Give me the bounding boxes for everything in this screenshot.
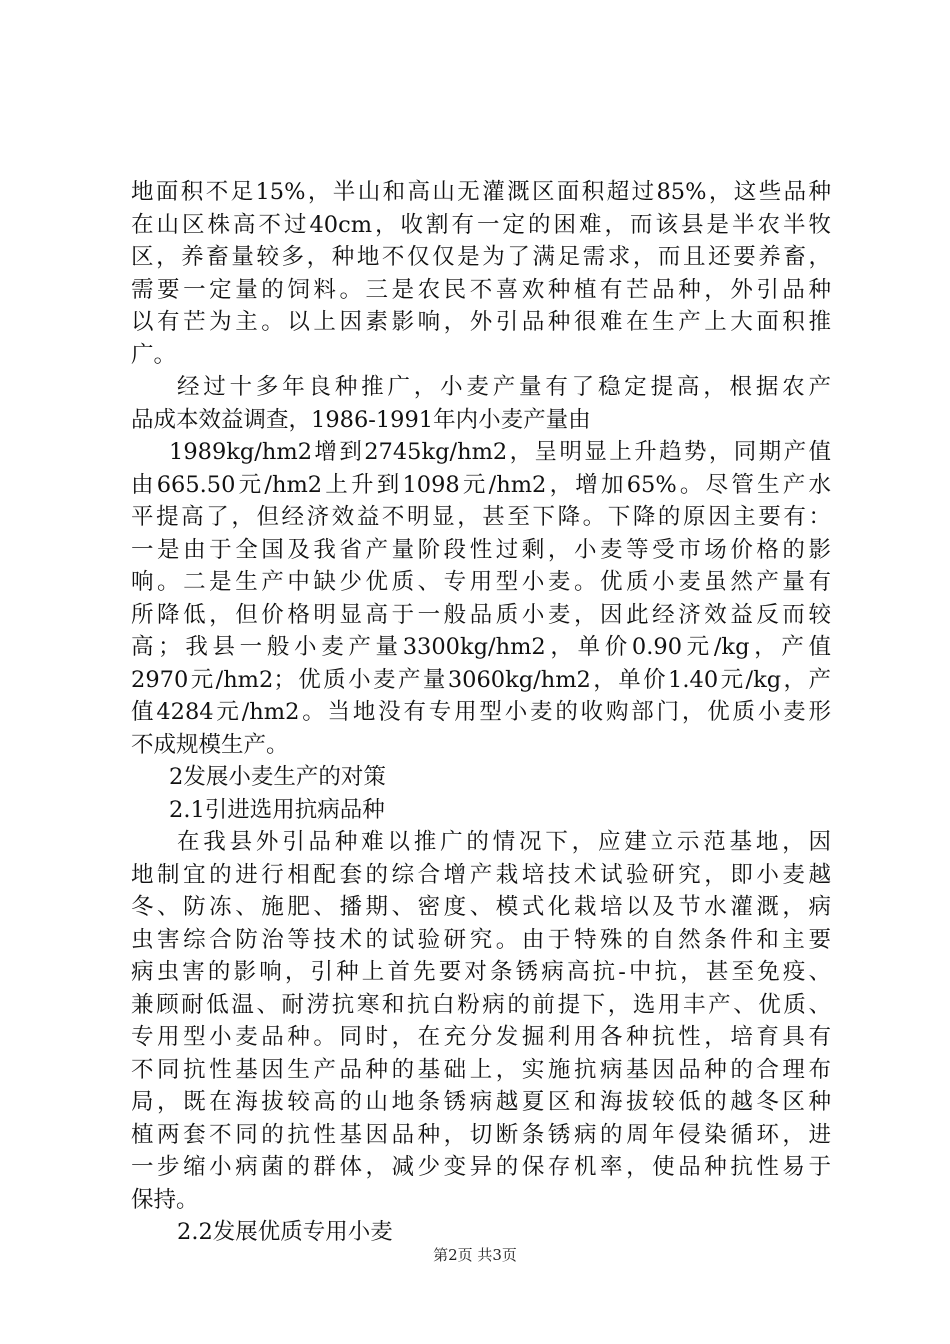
- text-line: 需要一定量的饲料。三是农民不喜欢种植有芒品种，外引品种: [131, 276, 831, 303]
- subsection-heading: 2.2发展优质专用小麦: [177, 1219, 393, 1245]
- text-line: 区，养畜量较多，种地不仅仅是为了满足需求，而且还要养畜，: [131, 244, 831, 270]
- subsection-heading: 2.1引进选用抗病品种: [169, 796, 385, 823]
- text-line: 在山区株高不过40cm，收割有一定的困难，而该县是半农半牧: [131, 211, 831, 238]
- text-line: 病虫害的影响，引种上首先要对条锈病高抗-中抗，甚至免疫、: [131, 959, 831, 985]
- text-line: 所降低，但价格明显高于一般品质小麦，因此经济效益反而较: [131, 601, 831, 628]
- text-line: 地面积不足15%，半山和高山无灌溉区面积超过85%，这些品种: [131, 179, 831, 205]
- text-line: 一是由于全国及我省产量阶段性过剩，小麦等受市场价格的影: [131, 536, 831, 563]
- text-line: 不同抗性基因生产品种的基础上，实施抗病基因品种的合理布: [131, 1056, 831, 1083]
- text-line: 以有芒为主。以上因素影响，外引品种很难在生产上大面积推: [131, 309, 831, 335]
- text-line: 广。: [131, 341, 177, 368]
- text-line: 高；我县一般小麦产量3300kg/hm2，单价0.90元/kg，产值: [131, 634, 831, 660]
- text-line: 1989kg/hm2增到2745kg/hm2，呈明显上升趋势，同期产值: [169, 439, 831, 465]
- text-line: 不成规模生产。: [131, 731, 289, 758]
- text-line: 地制宜的进行相配套的综合增产栽培技术试验研究，即小麦越: [131, 861, 831, 888]
- text-line: 值4284元/hm2。当地没有专用型小麦的收购部门，优质小麦形: [131, 699, 831, 725]
- text-line: 局，既在海拔较高的山地条锈病越夏区和海拔较低的越冬区种: [131, 1089, 831, 1115]
- text-line: 一步缩小病菌的群体，减少变异的保存机率，使品种抗性易于: [131, 1154, 831, 1180]
- text-line: 植两套不同的抗性基因品种，切断条锈病的周年侵染循环，进: [131, 1121, 831, 1148]
- page-number: 第2页 共3页: [433, 1246, 517, 1264]
- text-line: 专用型小麦品种。同时，在充分发掘利用各种抗性，培育具有: [131, 1024, 831, 1050]
- text-line: 虫害综合防治等技术的试验研究。由于特殊的自然条件和主要: [131, 926, 831, 953]
- text-line: 品成本效益调查，1986-1991年内小麦产量由: [131, 406, 591, 433]
- text-line: 响。二是生产中缺少优质、专用型小麦。优质小麦虽然产量有: [131, 569, 831, 595]
- text-line: 在我县外引品种难以推广的情况下，应建立示范基地，因: [177, 829, 831, 855]
- text-line: 经过十多年良种推广，小麦产量有了稳定提高，根据农产: [177, 374, 831, 400]
- text-line: 兼顾耐低温、耐涝抗寒和抗白粉病的前提下，选用丰产、优质、: [131, 991, 831, 1018]
- document-body: [131, 176, 831, 1249]
- section-heading: 2发展小麦生产的对策: [169, 764, 386, 790]
- text-line: 由665.50元/hm2上升到1098元/hm2，增加65%。尽管生产水: [131, 471, 831, 498]
- text-line: 冬、防冻、施肥、播期、密度、模式化栽培以及节水灌溉，病: [131, 894, 831, 920]
- text-line: 平提高了，但经济效益不明显，甚至下降。下降的原因主要有：: [131, 504, 831, 530]
- text-line: 2970元/hm2；优质小麦产量3060kg/hm2，单价1.40元/kg，产: [131, 666, 831, 693]
- text-line: 保持。: [131, 1186, 199, 1213]
